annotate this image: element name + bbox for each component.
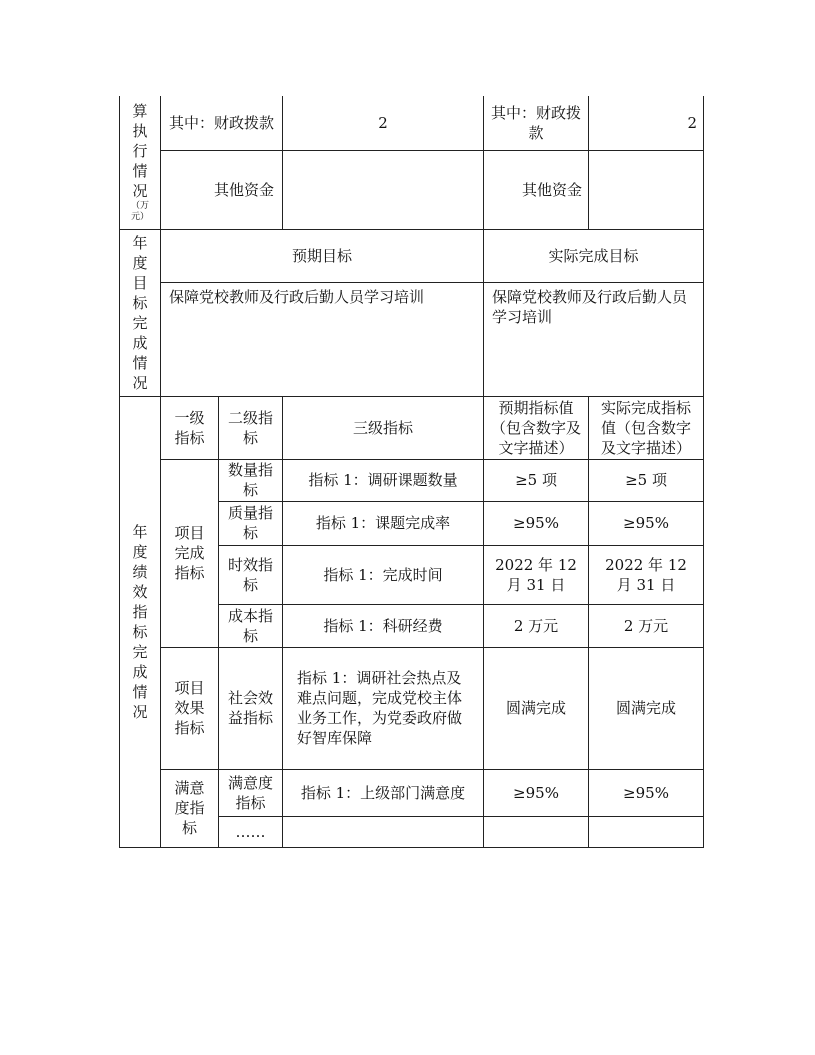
actual-value-cell xyxy=(589,604,704,647)
header-expected-text: 预期指标值（包含数字及文字描述） xyxy=(491,398,582,457)
level2-text: 满意度指标 xyxy=(228,773,274,812)
expected-value: 圆满完成 xyxy=(506,699,567,717)
actual-value: ≥95% xyxy=(623,783,669,802)
expected-value-cell xyxy=(484,647,589,769)
label-char: 成 xyxy=(132,333,148,352)
group-output-text: 项目完成指标 xyxy=(174,524,205,582)
level3-text: 指标 1：上级部门满意度 xyxy=(300,783,466,802)
header-level3 xyxy=(283,396,484,459)
level3-cell xyxy=(283,545,484,604)
expected-value: ≥95% xyxy=(513,514,559,532)
other-funds-label: 其他资金 xyxy=(214,180,275,199)
other-funds-value-cell-2 xyxy=(589,150,704,229)
label-char: 情 xyxy=(132,162,148,181)
level3-text: 指标 1：调研社会热点及难点问题，完成党校主体业务工作，为党委政府做好智库保障 xyxy=(297,669,463,747)
label-char: 效 xyxy=(132,582,148,601)
expected-value: ≥95% xyxy=(513,783,559,802)
group-effect xyxy=(161,647,219,769)
label-char: 情 xyxy=(132,682,148,701)
label-char: 度 xyxy=(132,542,148,561)
actual-goal-header xyxy=(484,229,704,282)
expected-value-cell xyxy=(484,816,589,847)
group-satisfaction-text: 满意度指标 xyxy=(174,779,205,837)
label-char: 况 xyxy=(132,182,148,201)
label-char: 行 xyxy=(132,142,148,161)
expected-goal-header xyxy=(161,229,484,282)
fiscal-value-cell-2 xyxy=(589,96,704,150)
group-output xyxy=(161,459,219,647)
unit-label: 元） xyxy=(130,212,149,223)
level3-cell xyxy=(283,769,484,816)
fiscal-label: 其中：财政拨款 xyxy=(491,103,582,142)
other-funds-value-cell xyxy=(283,150,484,229)
level3-text: 指标 1：科研经费 xyxy=(323,616,443,635)
expected-value: 2022 年 12 月 31 日 xyxy=(495,555,577,594)
annual-goal-side-label xyxy=(120,229,161,396)
label-char: 年 xyxy=(132,233,148,252)
other-funds-label-cell xyxy=(161,150,283,229)
actual-goal-text-cell xyxy=(484,282,704,396)
actual-value: ≥95% xyxy=(623,514,669,532)
fiscal-label: 其中：财政拨款 xyxy=(169,113,275,132)
actual-value: ≥5 项 xyxy=(625,471,667,489)
label-char: 绩 xyxy=(132,562,148,581)
actual-value-cell xyxy=(589,545,704,604)
actual-value: 2022 年 12 月 31 日 xyxy=(605,555,687,594)
fiscal-value-cell xyxy=(283,96,484,150)
expected-value-cell xyxy=(484,545,589,604)
label-char: 算 xyxy=(132,102,148,121)
expected-goal-text: 保障党校教师及行政后勤人员学习培训 xyxy=(169,287,425,306)
actual-value-cell xyxy=(589,816,704,847)
budget-side-label xyxy=(120,96,161,229)
header-level2 xyxy=(219,396,283,459)
label-char: 标 xyxy=(132,293,148,312)
level2-text: 社会效益指标 xyxy=(228,689,274,727)
level2-cell xyxy=(219,501,283,545)
label-char: 度 xyxy=(132,253,148,272)
actual-goal-text: 保障党校教师及行政后勤人员学习培训 xyxy=(492,287,688,326)
expected-value-cell xyxy=(484,769,589,816)
level2-text: 质量指标 xyxy=(228,504,274,542)
header-level1 xyxy=(161,396,219,459)
header-actual xyxy=(589,396,704,459)
label-char: 况 xyxy=(132,702,148,721)
other-funds-label: 其他资金 xyxy=(522,180,583,199)
expected-value-cell xyxy=(484,501,589,545)
fiscal-label-cell xyxy=(161,96,283,150)
level2-text: 成本指标 xyxy=(228,606,274,645)
actual-value-cell xyxy=(589,459,704,501)
expected-value-cell xyxy=(484,459,589,501)
actual-value: 2 万元 xyxy=(623,616,669,635)
performance-report-table xyxy=(119,96,704,848)
label-char: 年 xyxy=(132,522,148,541)
label-char: 情 xyxy=(132,353,148,372)
level3-cell xyxy=(283,816,484,847)
level3-cell xyxy=(283,604,484,647)
level2-cell xyxy=(219,604,283,647)
actual-goal-header-text: 实际完成目标 xyxy=(548,246,639,265)
level3-cell xyxy=(283,459,484,501)
other-funds-label-cell-2 xyxy=(484,150,589,229)
level3-text: 指标 1：课题完成率 xyxy=(315,514,451,532)
label-char: 标 xyxy=(132,622,148,641)
level2-cell xyxy=(219,647,283,769)
level2-cell xyxy=(219,545,283,604)
group-effect-text: 项目效果指标 xyxy=(174,679,205,737)
label-char: 执 xyxy=(132,122,148,141)
level2-cell xyxy=(219,816,283,847)
expected-value-cell xyxy=(484,604,589,647)
actual-value-cell xyxy=(589,501,704,545)
fiscal-label-cell-2 xyxy=(484,96,589,150)
fiscal-value: 2 xyxy=(687,113,698,132)
label-char: 目 xyxy=(132,273,148,292)
header-level3-text: 三级指标 xyxy=(353,418,414,437)
label-char: 成 xyxy=(132,662,148,681)
actual-value-cell xyxy=(589,769,704,816)
performance-side-label xyxy=(120,396,161,847)
expected-value: ≥5 项 xyxy=(515,471,557,489)
expected-goal-header-text: 预期目标 xyxy=(292,246,353,265)
level3-cell xyxy=(283,647,484,769)
level2-cell xyxy=(219,459,283,501)
level3-text: 指标 1：调研课题数量 xyxy=(308,471,458,489)
label-char: 完 xyxy=(132,642,148,661)
level2-text: 数量指标 xyxy=(228,461,274,499)
level2-text: 时效指标 xyxy=(228,555,274,594)
fiscal-value: 2 xyxy=(378,113,388,132)
label-char: 完 xyxy=(132,313,148,332)
actual-value-cell xyxy=(589,647,704,769)
header-expected xyxy=(484,396,589,459)
level3-text: 指标 1：完成时间 xyxy=(323,565,443,584)
expected-goal-text-cell xyxy=(161,282,484,396)
unit-label: （万 xyxy=(130,201,149,212)
group-satisfaction xyxy=(161,769,219,847)
level2-text: …… xyxy=(235,822,266,841)
expected-value: 2 万元 xyxy=(513,616,559,635)
label-char: 况 xyxy=(132,373,148,392)
header-level1-text: 一级指标 xyxy=(174,408,205,447)
header-actual-text: 实际完成指标值（包含数字及文字描述） xyxy=(601,398,692,457)
header-level2-text: 二级指标 xyxy=(228,408,274,447)
actual-value: 圆满完成 xyxy=(616,699,677,717)
label-char: 指 xyxy=(132,602,148,621)
level2-cell xyxy=(219,769,283,816)
level3-cell xyxy=(283,501,484,545)
